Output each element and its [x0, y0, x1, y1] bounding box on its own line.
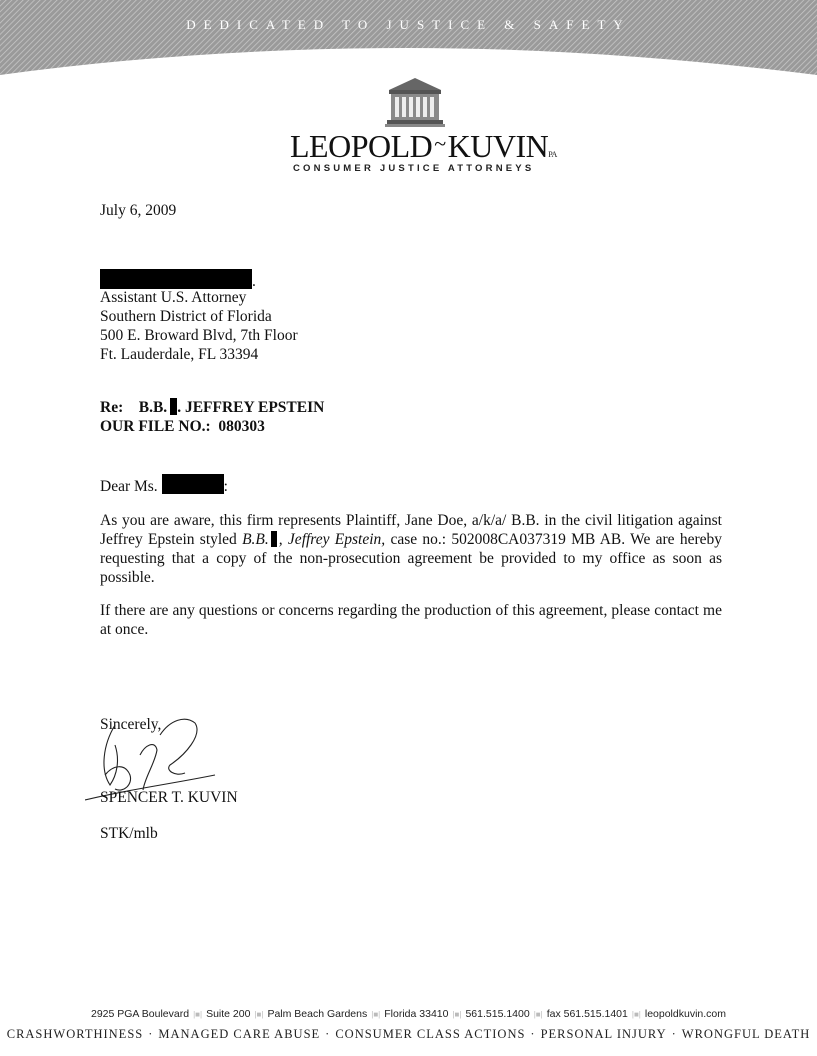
firm-name-left: LEOPOLD [290, 128, 433, 164]
letter-date: July 6, 2009 [100, 202, 177, 219]
redaction-block [162, 474, 224, 494]
salutation-text: Dear Ms. [100, 478, 158, 495]
banner-arc-graphic [0, 0, 817, 80]
footer-address: 2925 PGA Boulevard |■| Suite 200 |■| Palm Beach Gardens |■| Florida 33410 |■| 561.515.1400 |■| fax 561.515.1401 |■| leopoldkuvin.com [90, 1008, 726, 1020]
footer-fax: fax 561.515.1401 [546, 1008, 628, 1020]
practice-area: WRONGFUL DEATH [681, 1027, 811, 1041]
signer-name: SPENCER T. KUVIN [100, 789, 238, 806]
footer-address-part: Suite 200 [206, 1008, 251, 1020]
footer-address-part: Florida 33410 [384, 1008, 449, 1020]
practice-area: CONSUMER CLASS ACTIONS [335, 1027, 526, 1041]
recipient-address [100, 288, 298, 364]
firm-name-right: KUVIN [447, 128, 549, 164]
practice-area: PERSONAL INJURY [540, 1027, 667, 1041]
practice-area: MANAGED CARE ABUSE [158, 1027, 321, 1041]
case-name-a: B.B. [242, 531, 269, 548]
initials: STK/mlb [100, 825, 158, 842]
footer-address-part: Palm Beach Gardens [267, 1008, 368, 1020]
file-number-line [100, 417, 265, 436]
recipient-name: . [100, 269, 256, 291]
redaction-block [271, 531, 277, 547]
paragraph-text: As you are aware, this firm represents Plaintiff, Jane Doe, a/k/a/ B.B. in the civil litigation against Jeffrey Epstein styled [100, 512, 722, 548]
closing: Sincerely, [100, 716, 162, 733]
re-line [100, 398, 324, 417]
re-case-rest: . JEFFREY EPSTEIN [177, 399, 325, 416]
re-case-prefix: B.B. [138, 399, 168, 416]
firm-name [290, 128, 557, 165]
tagline: DEDICATED TO JUSTICE & SAFETY [186, 17, 631, 32]
address-line: 500 E. Broward Blvd, 7th Floor [100, 327, 298, 344]
footer-phone: 561.515.1400 [465, 1008, 530, 1020]
body-paragraph-1 [100, 511, 722, 587]
redaction-block [100, 269, 252, 289]
file-label: OUR FILE NO.: [100, 418, 211, 435]
address-line: Ft. Lauderdale, FL 33394 [100, 346, 259, 363]
practice-area: CRASHWORTHINESS [6, 1027, 144, 1041]
footer-address-part: 2925 PGA Boulevard [90, 1008, 190, 1020]
re-label: Re: [100, 399, 124, 416]
salutation-end: : [223, 478, 228, 495]
case-name-b: , Jeffrey Epstein, [278, 531, 386, 548]
footer-practice-areas: CRASHWORTHINESS · MANAGED CARE ABUSE · CONSUMER CLASS ACTIONS · PERSONAL INJURY · WRONGFUL DEATH [6, 1027, 811, 1041]
paragraph-text: case no.: 502008CA037319 MB AB. We are hereby requesting that a copy of the non-prosecution agreement be provided to my office as soon as possible. [100, 531, 723, 586]
salutation [100, 474, 228, 496]
footer-website: leopoldkuvin.com [644, 1008, 726, 1020]
body-paragraph-2: If there are any questions or concerns regarding the production of this agreement, please contact me at once. [100, 602, 722, 638]
firm-subtitle: CONSUMER JUSTICE ATTORNEYS [293, 163, 535, 174]
courthouse-logo-icon [385, 76, 445, 128]
firm-name-separator: ~ [434, 131, 446, 156]
address-line: Assistant U.S. Attorney [100, 289, 247, 306]
letterhead-banner [0, 0, 817, 80]
file-number: 080303 [218, 418, 265, 435]
firm-suffix: PA [548, 150, 557, 159]
address-line: Southern District of Florida [100, 308, 272, 325]
